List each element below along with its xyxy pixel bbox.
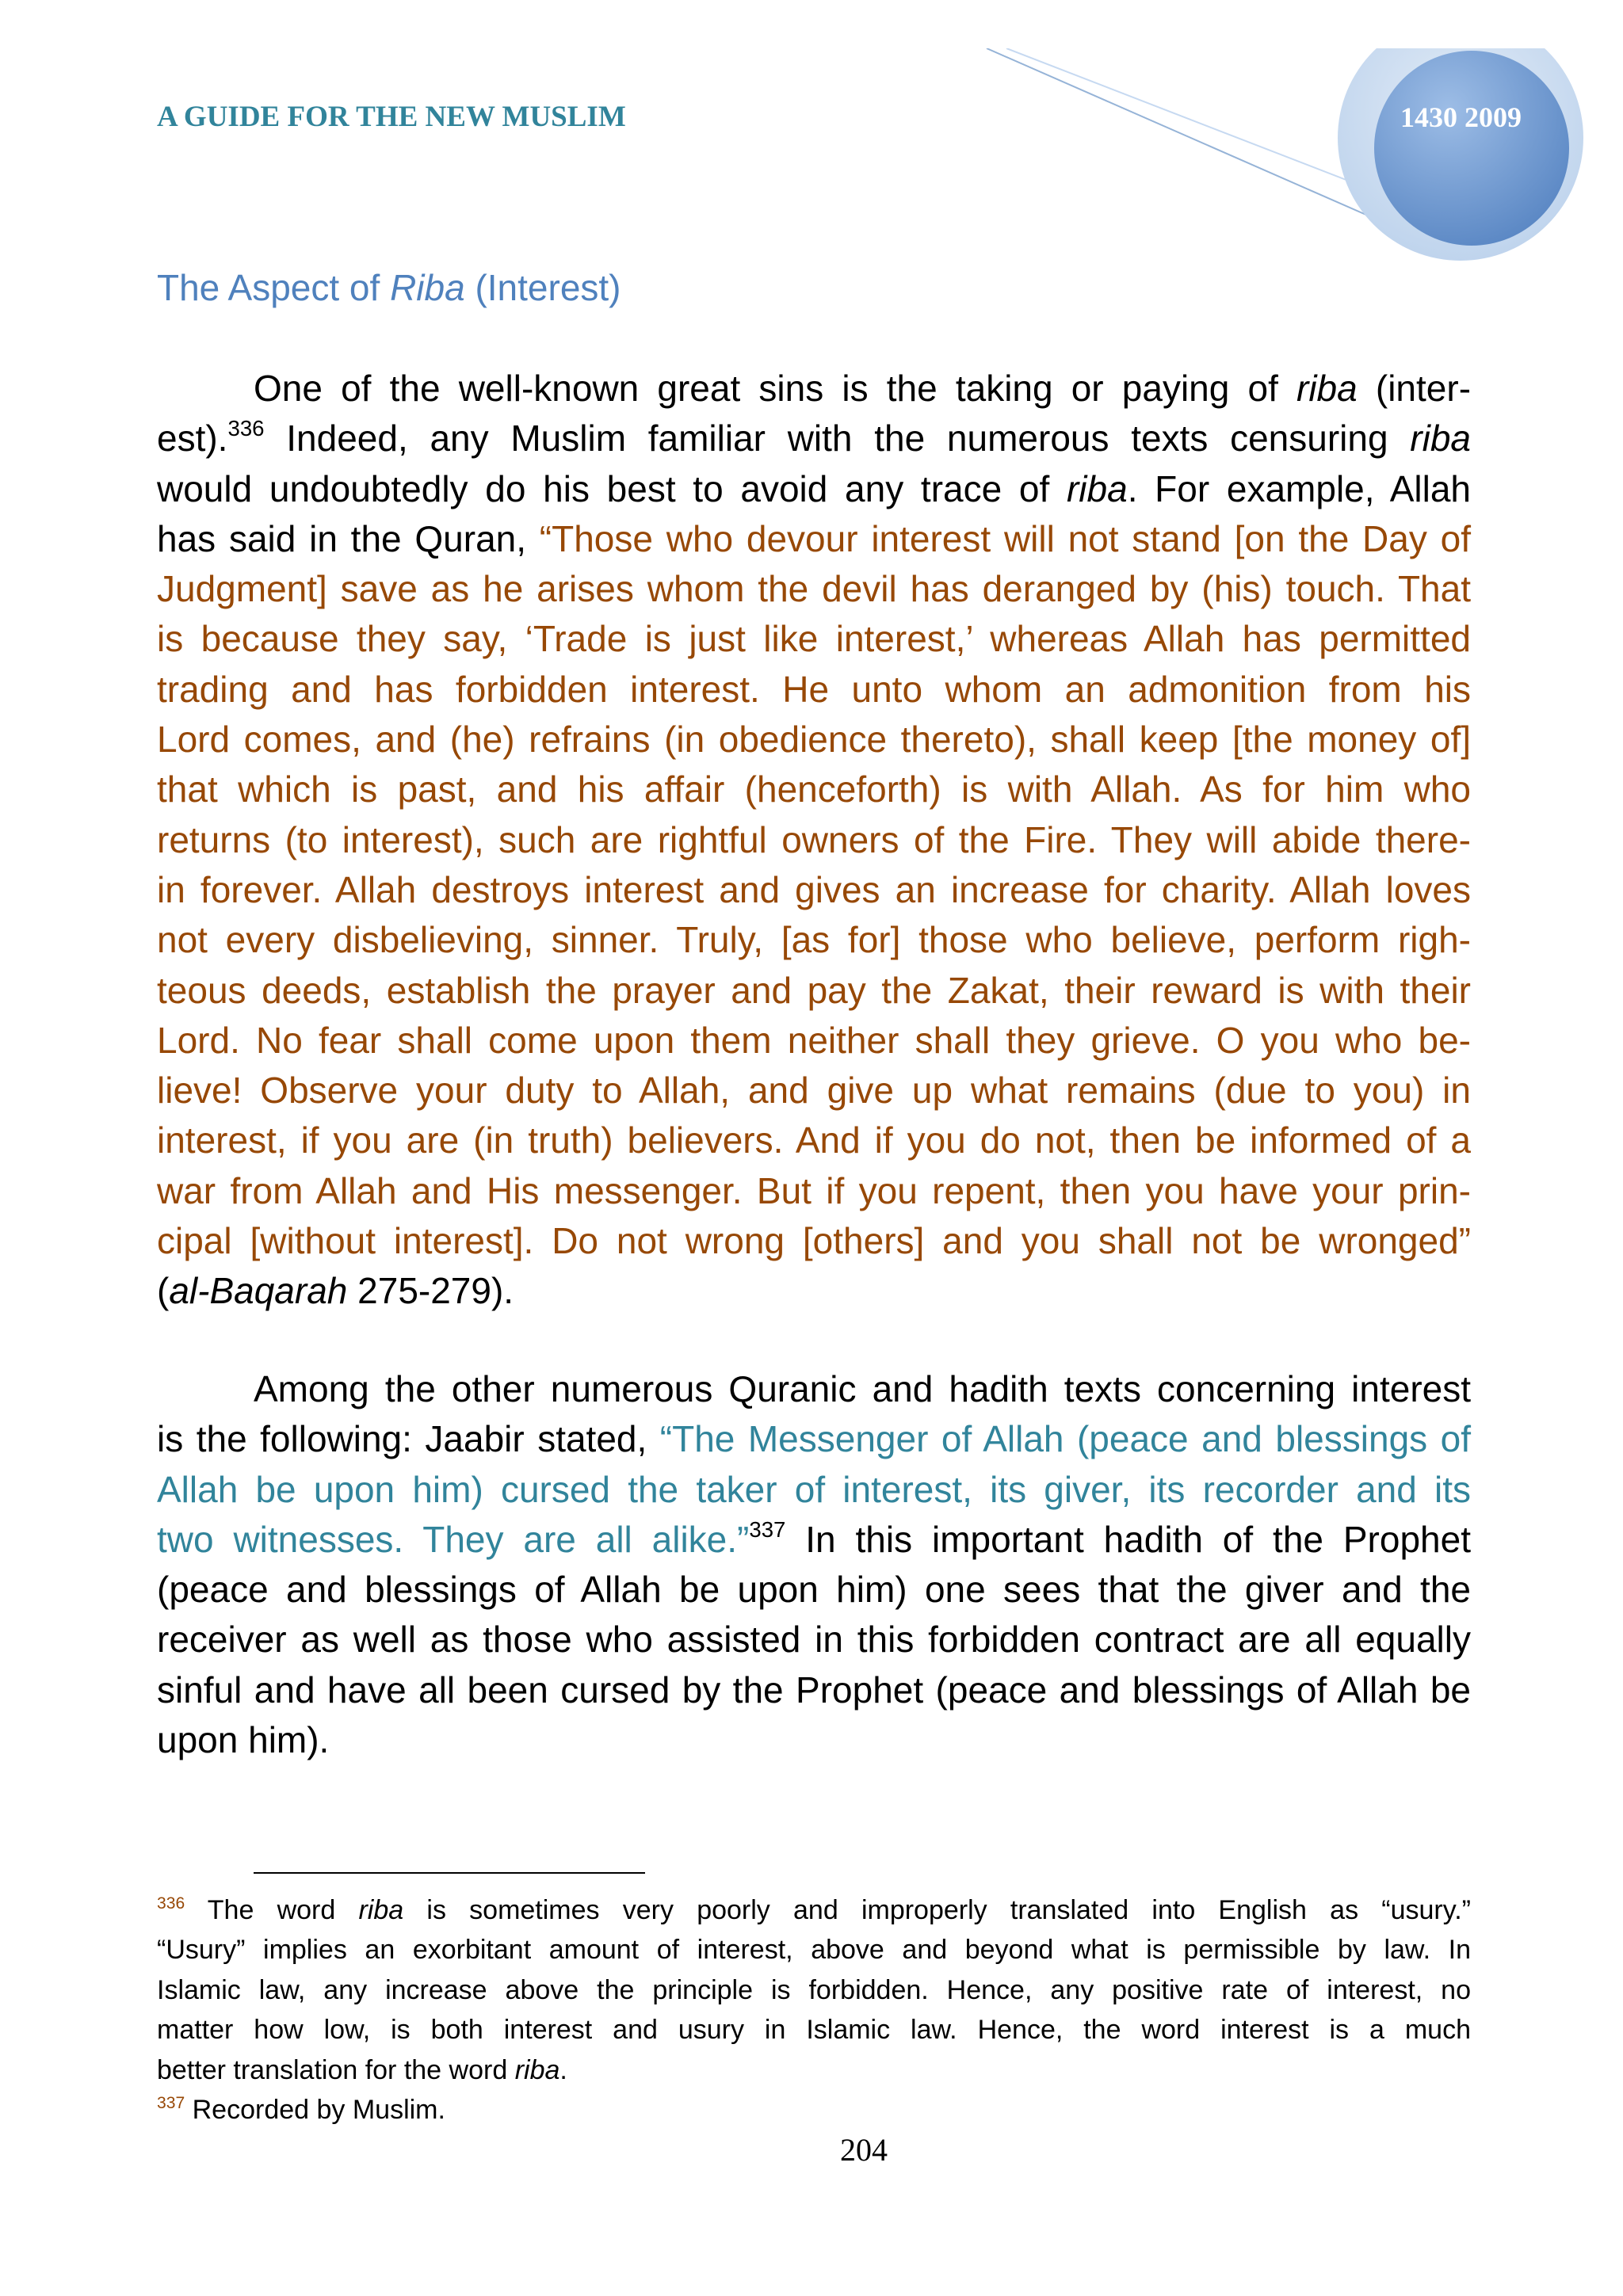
quoted-text: Judgment] save as he arises whom the devil has deranged by (his) touch. That bbox=[157, 568, 1471, 610]
text-run: Islamic law, any increase above the principle is forbidden. Hence, any positive rate of interest, no bbox=[157, 1974, 1471, 2005]
text-run: One of the well-known great sins is the taking or paying of bbox=[254, 368, 1297, 409]
italic-term: riba bbox=[1410, 418, 1471, 460]
quoted-text: returns (to interest), such are rightful owners of the Fire. They will abide there- bbox=[157, 818, 1471, 860]
footnote-line bbox=[157, 1970, 1471, 2010]
text-run: ( bbox=[157, 1270, 170, 1312]
text-run: “Usury” implies an exorbitant amount of interest, above and beyond what is permissible by law. In bbox=[157, 1935, 1471, 1966]
page-number: 204 bbox=[840, 2132, 888, 2168]
body-line bbox=[157, 1364, 1471, 1414]
footnote-line bbox=[157, 1930, 1471, 1970]
running-header-years: 1430 2009 bbox=[1400, 101, 1522, 133]
body-line bbox=[157, 1665, 1471, 1715]
quoted-text: interest, if you are (in truth) believers. And if you do not, then be informed of a bbox=[157, 1119, 1471, 1161]
text-run: The Aspect of bbox=[157, 267, 391, 308]
footnote bbox=[157, 1890, 1471, 2090]
footnote-line bbox=[157, 2050, 1471, 2090]
footnote-line bbox=[157, 2010, 1471, 2050]
text-run: matter how low, is both interest and usury in Islamic law. Hence, the word interest is a much bbox=[157, 2015, 1471, 2046]
body-line bbox=[157, 815, 1471, 865]
body-line bbox=[157, 1715, 1471, 1765]
text-run: . For example, Allah bbox=[1127, 467, 1471, 509]
decor-line-shape bbox=[1006, 48, 1383, 194]
body-line bbox=[157, 1414, 1471, 1464]
text-run: est). bbox=[157, 418, 228, 460]
quoted-text: is because they say, ‘Trade is just like interest,’ whereas Allah has permitted bbox=[157, 618, 1471, 660]
quoted-text: two witnesses. They are all alike.” bbox=[157, 1518, 750, 1560]
text-run: receiver as well as those who assisted in this forbidden contract are all equally bbox=[157, 1619, 1471, 1661]
body-line bbox=[157, 865, 1471, 915]
text-run: 275-279). bbox=[347, 1270, 514, 1312]
text-run: Recorded by Muslim. bbox=[185, 2094, 445, 2125]
body-line bbox=[157, 765, 1471, 814]
quoted-text: cipal [without interest]. Do not wrong [others] and you shall not be wronged” bbox=[157, 1220, 1471, 1262]
text-run: (inter- bbox=[1357, 368, 1472, 409]
text-run: Among the other numerous Quranic and hadith texts concerning interest bbox=[254, 1368, 1471, 1409]
body-line bbox=[157, 1116, 1471, 1165]
quoted-text: that which is past, and his affair (henceforth) is with Allah. As for him who bbox=[157, 769, 1471, 810]
quoted-text: trading and has forbidden interest. He unto whom an admonition from his bbox=[157, 668, 1471, 710]
body-line bbox=[157, 1066, 1471, 1116]
quoted-text: in forever. Allah destroys interest and gives an increase for charity. Allah loves bbox=[157, 868, 1471, 910]
quoted-text: not every disbelieving, sinner. Truly, [as for] those who believe, perform righ- bbox=[157, 919, 1471, 961]
body-line bbox=[157, 966, 1471, 1016]
body-line bbox=[157, 915, 1471, 965]
body-line bbox=[157, 1216, 1471, 1266]
italic-term: riba bbox=[1066, 467, 1128, 509]
text-run: Indeed, any Muslim familiar with the numerous texts censuring bbox=[264, 418, 1411, 460]
text-run: sinful and have all been cursed by the Prophet (peace and blessings of Allah be bbox=[157, 1669, 1471, 1711]
text-run: is the following: Jaabir stated, bbox=[157, 1418, 660, 1460]
italic-term: Riba bbox=[390, 267, 465, 308]
text-run: has said in the Quran, bbox=[157, 517, 540, 559]
quoted-text: war from Allah and His messenger. But if you repent, then you have your prin- bbox=[157, 1169, 1471, 1211]
text-run: In this important hadith of the Prophet bbox=[785, 1518, 1471, 1560]
italic-term: riba bbox=[514, 2054, 560, 2085]
footnote-reference: 337 bbox=[749, 1516, 786, 1542]
body-line bbox=[157, 364, 1471, 414]
text-run: The word bbox=[185, 1895, 359, 1925]
footnote-separator bbox=[254, 1872, 645, 1874]
body-line bbox=[157, 1615, 1471, 1665]
text-run: (Interest) bbox=[464, 267, 621, 308]
text-run: upon him). bbox=[157, 1719, 330, 1761]
footnote-reference: 337 bbox=[157, 2094, 185, 2113]
italic-term: riba bbox=[358, 1895, 404, 1925]
text-run: better translation for the word bbox=[157, 2054, 515, 2085]
text-run: (peace and blessings of Allah be upon him) one sees that the giver and the bbox=[157, 1569, 1471, 1611]
quoted-text: Allah be upon him) cursed the taker of interest, its giver, its recorder and its bbox=[157, 1468, 1471, 1510]
body-line bbox=[157, 1465, 1471, 1515]
body-line bbox=[157, 1515, 1471, 1565]
footnote bbox=[157, 2090, 1471, 2130]
body-paragraph bbox=[157, 1364, 1471, 1765]
italic-term: al-Baqarah bbox=[169, 1270, 348, 1312]
text-run: would undoubtedly do his best to avoid any trace of bbox=[157, 467, 1067, 509]
decor-inner-circle-shape bbox=[1374, 51, 1569, 246]
quoted-text: Lord comes, and (he) refrains (in obedience thereto), shall keep [the money of] bbox=[157, 719, 1471, 761]
body-line bbox=[157, 1565, 1471, 1615]
body-line bbox=[157, 1166, 1471, 1216]
section-heading bbox=[157, 263, 621, 312]
footnotes bbox=[157, 1890, 1471, 2130]
footnote-reference: 336 bbox=[157, 1894, 185, 1913]
body-line bbox=[157, 665, 1471, 715]
body-paragraph bbox=[157, 364, 1471, 1317]
quoted-text: teous deeds, establish the prayer and pay the Zakat, their reward is with their bbox=[157, 969, 1471, 1011]
body-line bbox=[157, 715, 1471, 765]
footnote-line bbox=[157, 1890, 1471, 1930]
running-header-title: A GUIDE FOR THE NEW MUSLIM bbox=[157, 101, 626, 133]
text-run: is sometimes very poorly and improperly translated into English as “usury.” bbox=[403, 1895, 1471, 1925]
body-line bbox=[157, 414, 1471, 463]
footnote-line bbox=[157, 2090, 1471, 2130]
body-line bbox=[157, 614, 1471, 664]
quoted-text: Lord. No fear shall come upon them neither shall they grieve. O you who be- bbox=[157, 1019, 1471, 1061]
footnote-reference: 336 bbox=[227, 415, 265, 441]
quoted-text: “Those who devour interest will not stand [on the Day of bbox=[539, 517, 1471, 559]
italic-term: riba bbox=[1296, 368, 1358, 409]
quoted-text: “The Messenger of Allah (peace and blessings of bbox=[659, 1418, 1472, 1460]
text-run: . bbox=[559, 2054, 567, 2085]
body-line bbox=[157, 1016, 1471, 1066]
body-line bbox=[157, 514, 1471, 564]
quoted-text: lieve! Observe your duty to Allah, and give up what remains (due to you) in bbox=[157, 1070, 1471, 1112]
body-line bbox=[157, 1266, 1471, 1316]
body-line bbox=[157, 464, 1471, 514]
body-line bbox=[157, 564, 1471, 614]
